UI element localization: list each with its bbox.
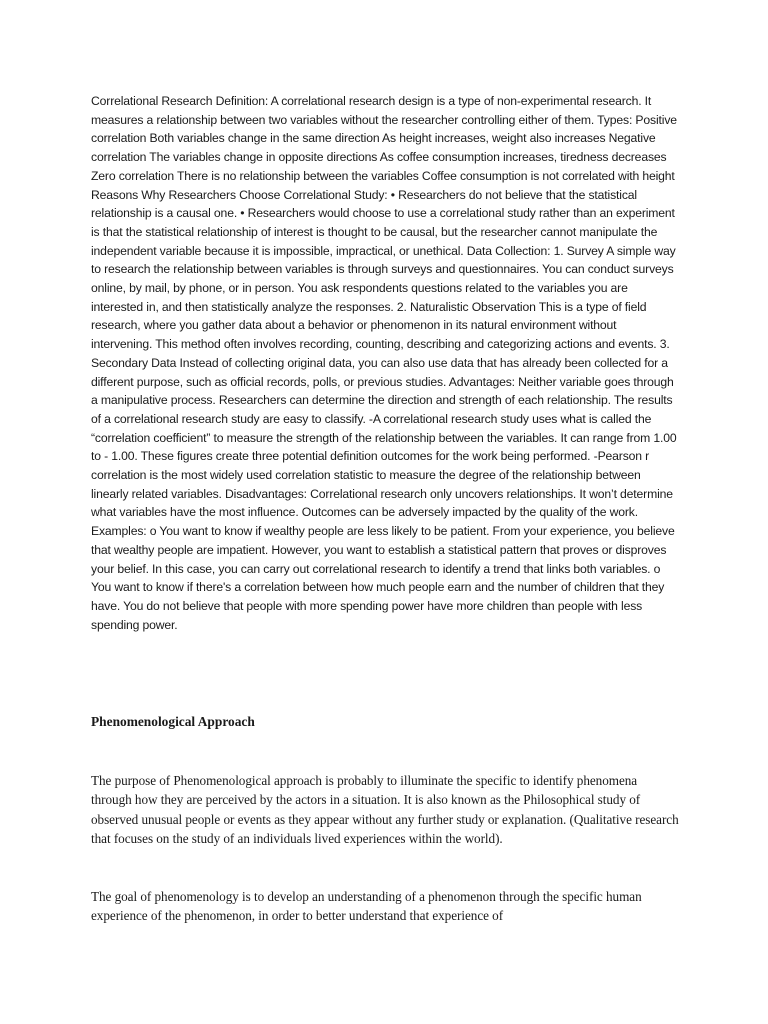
correlational-research-paragraph: Correlational Research Definition: A correlational research design is a type of non-experimental research. It measures a relationship between two variables without the researcher controlling either of them. Types: Positive correlation Both variables change in the same direction As height increases, weight also increases Negative correlation The variables change in opposite directions As coffee consumption increases, tiredness decreases Zero correlation There is no relationship between the variables Coffee consumption is not correlated with height Reasons Why Researchers Choose Correlational Study: • Researchers do not believe that the statistical relationship is a causal one. • Researchers would choose to use a correlational study rather than an experiment is that the statistical relationship of interest is thought to be causal, but the researcher cannot manipulate the independent variable because it is impossible, impractical, or unethical. Data Collection: 1. Survey A simple way to research the relationship between variables is through surveys and questionnaires. You can conduct surveys online, by mail, by phone, or in person. You ask respondents questions related to the variables you are interested in, and then statistically analyze the responses. 2. Naturalistic Observation This is a type of field research, where you gather data about a behavior or phenomenon in its natural environment without intervening. This method often involves recording, counting, describing and categorizing actions and events. 3. Secondary Data Instead of collecting original data, you can also use data that has already been collected for a different purpose, such as official records, polls, or previous studies. Advantages: Neither variable goes through a manipulative process. Researchers can determine the direction and strength of each relationship. The results of a correlational research study are easy to classify. -A correlational research study uses what is called the “correlation coefficient” to measure the strength of the relationship between the variables. It can range from 1.00 to - 1.00. These figures create three potential definition outcomes for the work being performed. -Pearson r correlation is the most widely used correlation statistic to measure the degree of the relationship between linearly related variables. Disadvantages: Correlational research only uncovers relationships. It won’t determine what variables have the most influence. Outcomes can be adversely impacted by the quality of the work. Examples: o You want to know if wealthy people are less likely to be patient. From your experience, you believe that wealthy people are impatient. However, you want to establish a statistical pattern that proves or disproves your belief. In this case, you can carry out correlational research to identify a trend that links both variables. o You want to know if there's a correlation between how much people earn and the number of children that they have. You do not believe that people with more spending power have more children than people with less spending power.: [91, 94, 677, 632]
section-heading: Phenomenological Approach: [91, 714, 255, 729]
phenomenological-purpose-paragraph: The purpose of Phenomenological approach is probably to illuminate the specific to identify phenomena through how they are perceived by the actors in a situation. It is also known as the Philosophical study of observed unusual people or events as they appear without any further study or explanation. (Qualitative research that focuses on the study of an individuals lived experiences within the world).: [91, 773, 679, 846]
phenomenology-goal-paragraph: The goal of phenomenology is to develop an understanding of a phenomenon through the specific human experience of the phenomenon, in order to better understand that experience of: [91, 889, 642, 924]
document-page: [91, 92, 679, 924]
